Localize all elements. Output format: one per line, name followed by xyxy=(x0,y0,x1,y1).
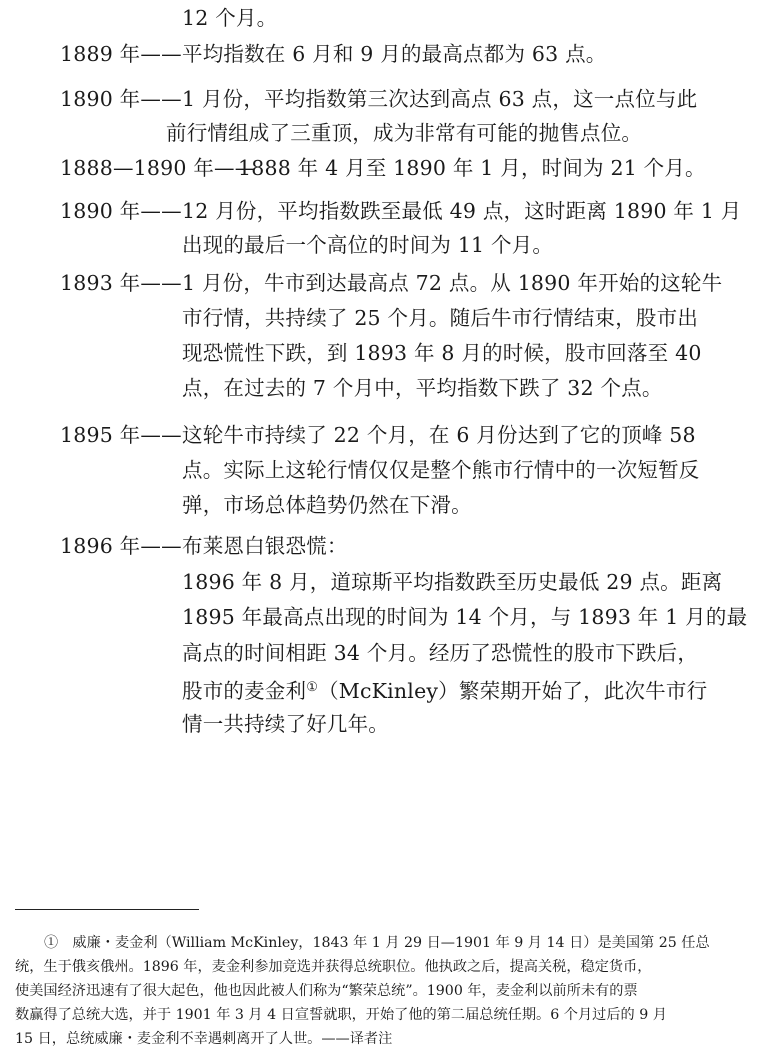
entry-text-line: 1 月份，平均指数第三次达到高点 63 点，这一点位与此 xyxy=(182,87,698,111)
entry-text-line: 高点的时间相距 34 个月。经历了恐慌性的股市下跌后， xyxy=(182,641,699,665)
footnote-line: 使美国经济迅速有了很大起色，他也因此被人们称为“繁荣总统”。1900 年，麦金利以前所未有的票 xyxy=(15,983,638,999)
entry-year-1890-dec: 1890 年—— xyxy=(60,199,182,223)
entry-text-line: 12 月份，平均指数跌至最低 49 点，这时距离 1890 年 1 月 xyxy=(182,199,742,223)
entry-year-1893: 1893 年—— xyxy=(60,271,182,295)
footnote-line: 统，生于俄亥俄州。1896 年，麦金利参加竞选并获得总统职位。他执政之后，提高关税，稳定货币， xyxy=(15,959,652,975)
entry-text-line: 点，在过去的 7 个月中，平均指数下跌了 32 个点。 xyxy=(182,376,663,400)
entry-text-line: 情一共持续了好几年。 xyxy=(182,712,389,736)
entry-text-line: 出现的最后一个高位的时间为 11 个月。 xyxy=(182,233,554,257)
entry-heading-1896: 布莱恩白银恐慌： xyxy=(182,534,348,558)
entry-year-1890-jan: 1890 年—— xyxy=(60,87,182,111)
entry-text-line: 1896 年 8 月，道琼斯平均指数跌至历史最低 29 点。距离 xyxy=(182,570,723,594)
entry-text-line: 1895 年最高点出现的时间为 14 个月，与 1893 年 1 月的最 xyxy=(182,605,748,629)
entry-text-line: 前行情组成了三重顶，成为非常有可能的抛售点位。 xyxy=(166,121,643,145)
footnote-line: 15 日，总统威廉・麦金利不幸遇刺离开了人世。——译者注 xyxy=(15,1031,393,1047)
footnote-line: ① 威廉・麦金利（William McKinley，1843 年 1 月 29 日—1901 年 9 月 14 日）是美国第 25 任总 xyxy=(44,935,710,951)
entry-year-1888-1890: 1888—1890 年—— xyxy=(60,156,256,180)
entry-text-line: 1888 年 4 月至 1890 年 1 月，时间为 21 个月。 xyxy=(238,156,706,180)
entry-year-1895: 1895 年—— xyxy=(60,423,182,447)
entry-text-1889: 平均指数在 6 月和 9 月的最高点都为 63 点。 xyxy=(182,42,607,66)
entry-text-line: 弹，市场总体趋势仍然在下滑。 xyxy=(182,493,472,517)
continuation-line: 12 个月。 xyxy=(182,6,278,30)
entry-text-line: 现恐慌性下跌，到 1893 年 8 月的时候，股市回落至 40 xyxy=(182,341,702,365)
footnote-line: 数赢得了总统大选，并于 1901 年 3 月 4 日宣誓就职，开始了他的第二届总统任期。6 个月过后的 9 月 xyxy=(15,1007,667,1023)
entry-year-1896: 1896 年—— xyxy=(60,534,182,558)
entry-text-line: 1 月份，牛市到达最高点 72 点。从 1890 年开始的这轮牛 xyxy=(182,271,723,295)
footnote-divider xyxy=(15,909,199,910)
entry-text-line: 市行情，共持续了 25 个月。随后牛市行情结束，股市出 xyxy=(182,306,699,330)
footnote-marker: ① xyxy=(306,680,319,695)
entry-text-line xyxy=(182,676,707,703)
entry-text-line: 点。实际上这轮行情仅仅是整个熊市行情中的一次短暂反 xyxy=(182,458,700,482)
entry-text-segment: （McKinley）繁荣期开始了，此次牛市行 xyxy=(318,679,708,703)
entry-year-1889: 1889 年—— xyxy=(60,42,182,66)
entry-text-segment: 股市的麦金利 xyxy=(182,679,307,703)
entry-text-line: 这轮牛市持续了 22 个月，在 6 月份达到了它的顶峰 58 xyxy=(182,423,696,447)
